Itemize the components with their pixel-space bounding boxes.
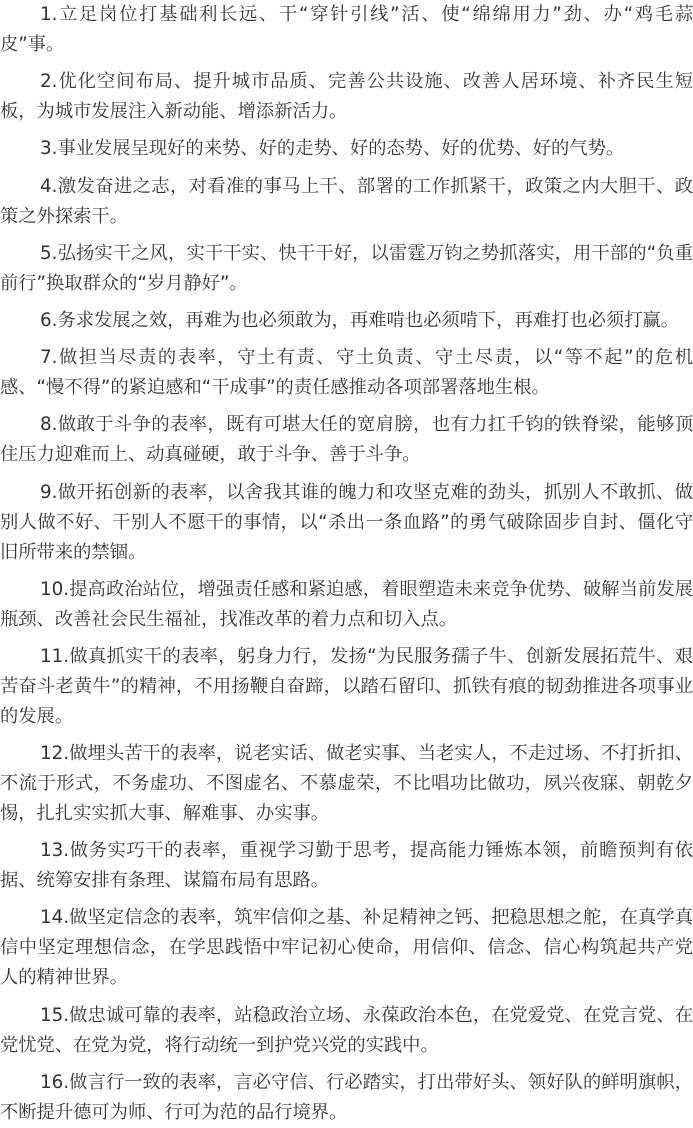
paragraph-15: 15.做忠诚可靠的表率，站稳政治立场、永葆政治本色，在党爱党、在党言党、在党忧党、在党为党，将行动统一到护党兴党的实践中。 <box>0 1004 693 1056</box>
paragraph-11: 11.做真抓实干的表率，躬身力行，发扬“为民服务孺子牛、创新发展拓荒牛、艰苦奋斗老黄牛”的精神，不用扬鞭自奋蹄，以踏石留印、抓铁有痕的韧劲推进各项事业的发展。 <box>0 645 693 727</box>
paragraph-10: 10.提高政治站位，增强责任感和紧迫感，着眼塑造未来竞争优势、破解当前发展瓶颈、改善社会民生福祉，找准改革的着力点和切入点。 <box>0 578 693 630</box>
paragraph-6: 6.务求发展之效，再难为也必须敢为，再难啃也必须啃下，再难打也必须打赢。 <box>40 309 680 331</box>
paragraph-1: 1.立足岗位打基础利长远、干“穿针引线”活、使“绵绵用力”劲、办“鸡毛蒜皮”事。 <box>0 4 693 55</box>
paragraph-8: 8.做敢于斗争的表率，既有可堪大任的宽肩膀，也有力扛千钧的铁脊梁，能够顶住压力迎难而上、动真碰硬，敢于斗争、善于斗争。 <box>0 414 693 466</box>
paragraph-16: 16.做言行一致的表率，言必守信、行必踏实，打出带好头、领好队的鲜明旗帜，不断提升德可为师、行可为范的品行境界。 <box>0 1071 693 1123</box>
paragraph-2: 2.优化空间布局、提升城市品质、完善公共设施、改善人居环境、补齐民生短板，为城市发展注入新动能、增添新活力。 <box>0 71 693 123</box>
paragraph-13: 13.做务实巧干的表率，重视学习勤于思考，提高能力锤炼本领，前瞻预判有依据、统筹安排有条理、谋篇布局有思路。 <box>0 840 693 892</box>
paragraph-12: 12.做埋头苦干的表率，说老实话、做老实事、当老实人，不走过场、不打折扣、不流于形式，不务虚功、不图虚名、不慕虚荣，不比唱功比做功，夙兴夜寐、朝乾夕惕，扎扎实实抓大事、解难事、办实事。 <box>0 743 693 825</box>
paragraph-5: 5.弘扬实干之风，实干干实、快干干好，以雷霆万钧之势抓落实，用干部的“负重前行”换取群众的“岁月静好”。 <box>0 242 693 294</box>
paragraph-14: 14.做坚定信念的表率，筑牢信仰之基、补足精神之钙、把稳思想之舵，在真学真信中坚定理想信念，在学思践悟中牢记初心使命，用信仰、信念、信心构筑起共产党人的精神世界。 <box>0 907 693 989</box>
paragraph-7: 7.做担当尽责的表率，守土有责、守土负责、守土尽责，以“等不起”的危机感、“慢不得”的紧迫感和“干成事”的责任感推动各项部署落地生根。 <box>0 347 693 399</box>
paragraph-9: 9.做开拓创新的表率，以舍我其谁的魄力和攻坚克难的劲头，抓别人不敢抓、做别人做不好、干别人不愿干的事情，以“杀出一条血路”的勇气破除固步自封、僵化守旧所带来的禁锢。 <box>0 481 693 563</box>
paragraph-3: 3.事业发展呈现好的来势、好的走势、好的态势、好的优势、好的气势。 <box>40 138 625 160</box>
paragraph-4: 4.激发奋进之志，对看准的事马上干、部署的工作抓紧干，政策之内大胆干、政策之外探索干。 <box>0 175 693 227</box>
